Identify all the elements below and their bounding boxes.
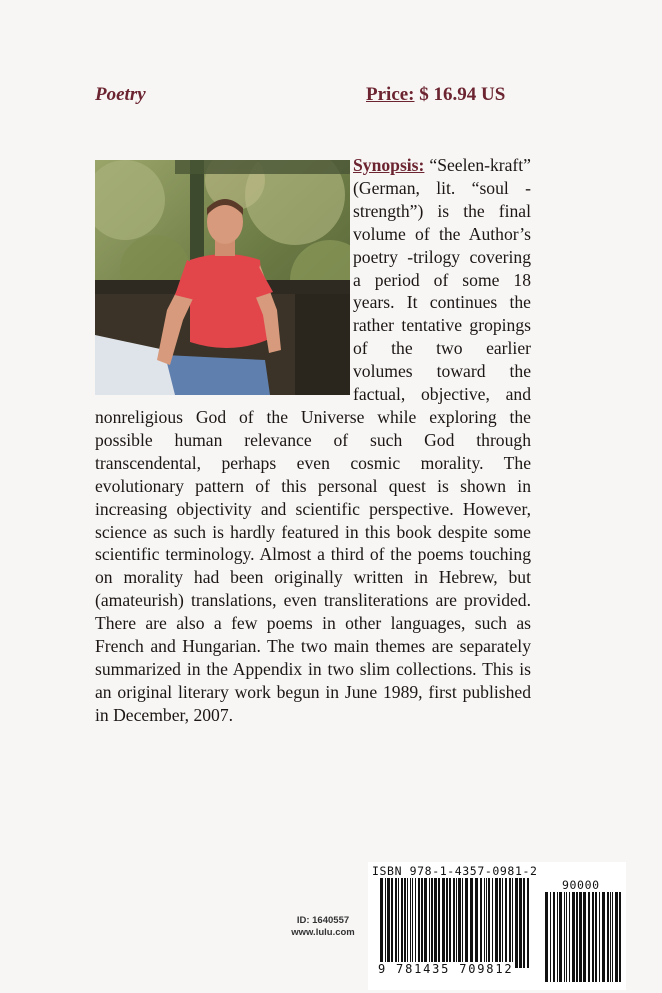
barcode-bar (410, 878, 411, 968)
barcode-bar (592, 892, 594, 982)
barcode-bar (527, 878, 529, 968)
barcode-bar (583, 892, 586, 982)
barcode-bar (442, 878, 445, 968)
barcode-bar (438, 878, 440, 968)
barcode-bar (615, 892, 618, 982)
barcode-bar (588, 892, 590, 982)
barcode-bar (619, 892, 621, 982)
barcode-bar (385, 878, 386, 968)
barcode-bar (453, 878, 455, 968)
barcode-bar (502, 878, 503, 968)
isbn-number: ISBN 978-1-4357-0981-2 (372, 864, 538, 878)
barcode-bar (612, 892, 613, 982)
barcode-bar (421, 878, 423, 968)
barcode-bar (434, 878, 437, 968)
barcode-bar (595, 892, 597, 982)
barcode-bar (465, 878, 468, 968)
price (366, 84, 505, 106)
barcode-bar (550, 892, 551, 982)
barcode-bar (557, 892, 558, 982)
price-value: $ 16.94 (419, 84, 477, 105)
barcode-bar (566, 892, 567, 982)
barcode-bar (610, 892, 611, 982)
barcode-bar (458, 878, 461, 968)
barcode-bar (415, 878, 416, 968)
barcode-bar (387, 878, 390, 968)
barcode-bar (572, 892, 575, 982)
barcode-bar (424, 878, 427, 968)
barcode-digits: 9 781435 709812 (378, 962, 514, 976)
barcode-bar (401, 878, 403, 968)
barcode-addon-number: 90000 (562, 878, 600, 892)
publisher-info (270, 915, 376, 939)
photo-spacer (95, 154, 353, 392)
barcode-bar (488, 878, 490, 968)
synopsis-text: “Seelen-kraft” (German, lit. “soul - strength”) is the final volume of the Author’s poetry -trilogy covering a period of some 18 years. It continues the rather tentative gropings of the two earlier volumes toward the factual, objective, and nonreligious God of the Universe while exploring the possible human relevance of such God through transcendental, perhaps even cosmic morality. The evolutionary pattern of this personal quest is shown in increasing objectivity and scientific perspective. However, science as such is hardly featured in this book despite some scientific terminology. Almost a third of the poems touching on morality had been originally written in Hebrew, but (amateurish) translations, even transliterations are provided. There are also a few poems in other languages, such as French and Hungarian. The two main themes are separately summarized in the Appendix in two slim collections. This is an original literary work begun in June 1989, first published in December, 2007. (95, 155, 531, 725)
barcode-bar (462, 878, 463, 968)
barcode-bar (559, 892, 562, 982)
barcode-bar (398, 878, 399, 968)
barcode-icon (380, 878, 530, 968)
barcode-bar (480, 878, 482, 968)
barcode-bar (449, 878, 451, 968)
barcode-bar (429, 878, 430, 968)
barcode-bar (499, 878, 501, 968)
barcode-bar (523, 878, 525, 968)
barcode-bar (545, 892, 548, 982)
barcode-bar (470, 878, 473, 968)
genre-label: Poetry (95, 84, 146, 105)
barcode-bar (564, 892, 565, 982)
barcode-bar (495, 878, 498, 968)
barcode-bar (509, 878, 511, 968)
barcode-bar (431, 878, 433, 968)
barcode-bar (607, 892, 609, 982)
barcode-bar (553, 892, 555, 982)
barcode-bar (505, 878, 507, 968)
barcode-bar (599, 892, 600, 982)
barcode-bar (446, 878, 448, 968)
barcode-bar (475, 878, 478, 968)
barcode-bar (576, 892, 578, 982)
barcode-bar (519, 878, 522, 968)
barcode-bar (391, 878, 393, 968)
barcode-bar (512, 878, 513, 968)
price-currency: US (481, 84, 506, 105)
barcode-bar (407, 878, 408, 968)
barcode-bar (380, 878, 383, 968)
price-label: Price: (366, 84, 415, 105)
barcode-bar (395, 878, 397, 968)
barcode-bar (569, 892, 570, 982)
barcode-bar (418, 878, 420, 968)
barcode-bar (484, 878, 485, 968)
barcode-bar (404, 878, 406, 968)
barcode-bar (492, 878, 493, 968)
barcode-bar (456, 878, 457, 968)
barcode-addon-icon (545, 892, 623, 982)
publisher-url: www.lulu.com (291, 927, 355, 938)
synopsis (95, 154, 531, 727)
publisher-id: ID: 1640557 (296, 915, 350, 926)
barcode-bar (602, 892, 605, 982)
barcode-bar (412, 878, 413, 968)
barcode-bar (486, 878, 487, 968)
synopsis-label: Synopsis: (353, 155, 425, 175)
barcode-bar (515, 878, 518, 968)
barcode-bar (579, 892, 582, 982)
